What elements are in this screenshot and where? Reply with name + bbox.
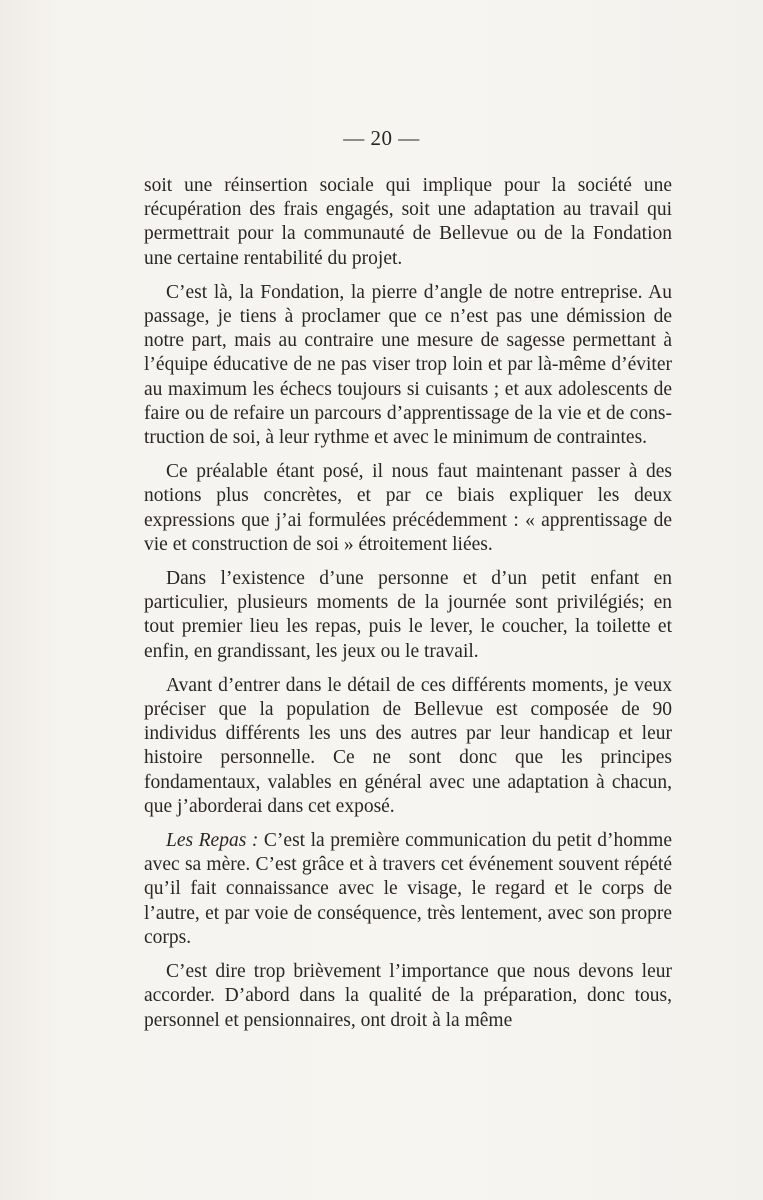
paragraph-6-text: C’est la première communication du petit d’homme avec sa mère. C’est grâce et à travers cet événement souvent répété qu’il fait connaissance avec le visage, le regard et le corps de l’autre, et par voie de conséquence, très lentement, avec son propre corps. bbox=[144, 830, 672, 948]
paragraph-6 bbox=[144, 829, 672, 950]
paragraph-3: Ce préalable étant posé, il nous faut maintenant passer à des notions plus concrètes, et par ce biais expliquer les deux expressions que j’ai formulées précédemment : « apprentissage de vie et construction de soi » étroitement liées. bbox=[144, 461, 672, 555]
paragraph-5: Avant d’entrer dans le détail de ces différents moments, je veux préciser que la population de Bellevue est composée de 90 individus différents les uns des autres par leur handicap et leur histoire personnelle. Ce ne sont donc que les principes fondamentaux, valables en général avec une adaptation à chacun, que j’aborderai dans cet exposé. bbox=[144, 674, 672, 817]
paragraph-2: C’est là, la Fondation, la pierre d’angle de notre entreprise. Au passage, je tiens à proclamer que ce n’est pas une démission de notre part, mais au contraire une mesure de sagesse permettant à l’équipe éducative de ne pas viser trop loin et par là-même d’éviter au maximum les échecs toujours si cuisants ; et aux adolescents de faire ou de refaire un parcours d’apprentissage de la vie et de construction de soi, à leur rythme et avec le minimum de contraintes. bbox=[144, 281, 672, 449]
paragraph-7: C’est dire trop brièvement l’importance que nous devons leur accorder. D’abord dans la qualité de la préparation, donc tous, personnel et pensionnaires, ont droit à la même bbox=[144, 961, 672, 1031]
body-text bbox=[144, 174, 672, 1043]
paragraph-4: Dans l’existence d’une personne et d’un petit enfant en particulier, plusieurs moments de la journée sont privilégiés; en tout premier lieu les repas, puis le lever, le coucher, la toilette et enfin, en grandissant, les jeux ou le travail. bbox=[144, 568, 672, 662]
page-number: — 20 — bbox=[343, 126, 420, 150]
paragraph-1: soit une réinsertion sociale qui implique pour la société une récupération des frais engagés, soit une adaptation au travail qui permettrait pour la communauté de Bellevue ou de la Fondation une certaine rentabilité du projet. bbox=[144, 175, 672, 269]
section-heading-les-repas: Les Repas : bbox=[166, 830, 259, 852]
